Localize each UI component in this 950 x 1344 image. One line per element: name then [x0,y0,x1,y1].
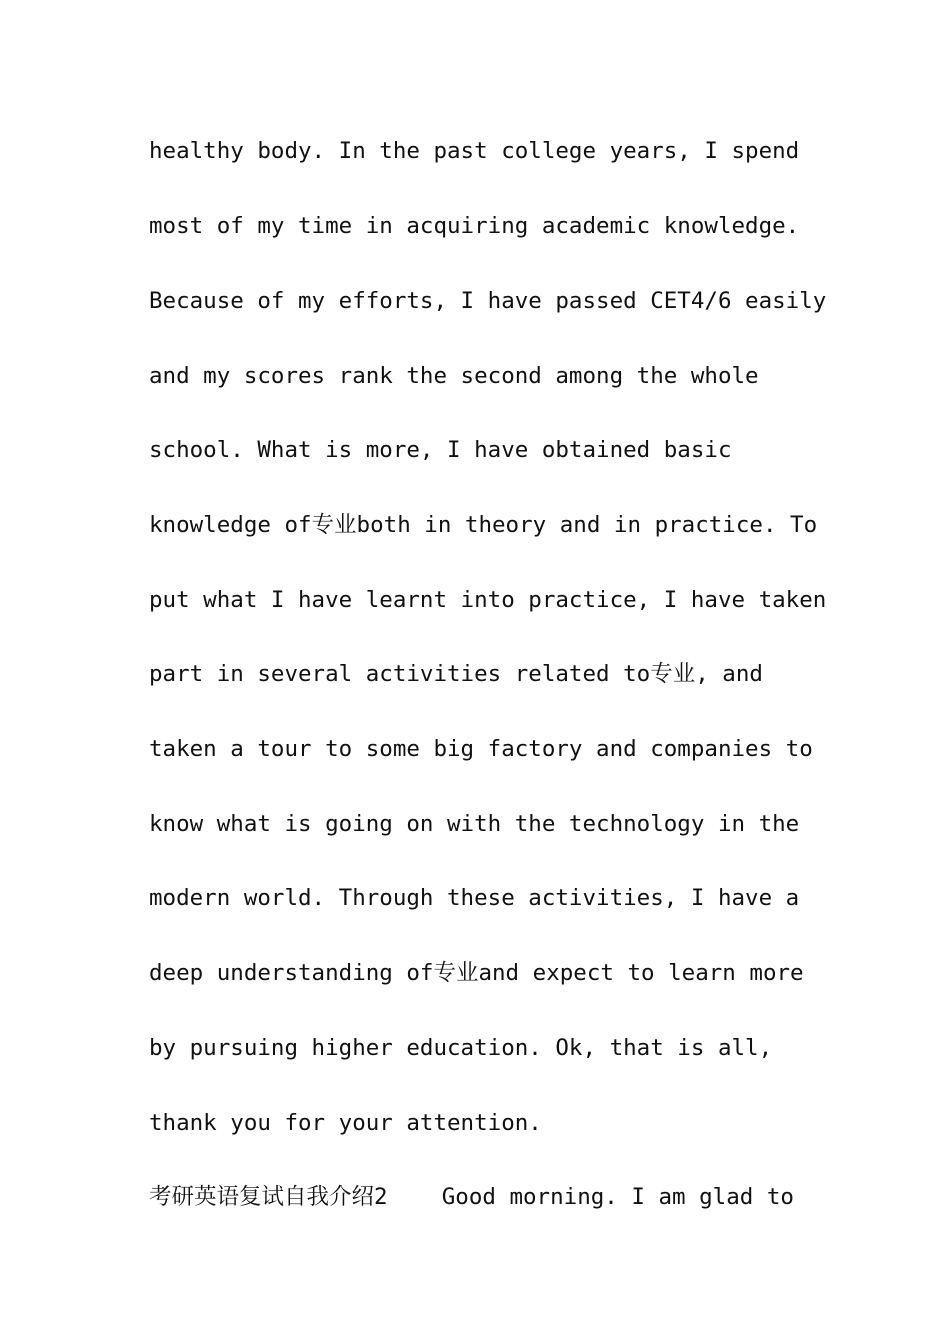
body-text-line: school. What is more, I have obtained basic [149,437,732,463]
body-text-line: know what is going on with the technology in the [149,811,800,837]
body-text-line: by pursuing higher education. Ok, that is all, [149,1035,773,1061]
body-text-line: deep understanding of专业and expect to learn more [149,960,804,986]
section-heading-line: 考研英语复试自我介绍2 Good morning. I am glad to [149,1184,794,1210]
body-text-line: taken a tour to some big factory and companies to [149,736,813,762]
body-text-line: part in several activities related to专业, and [149,661,763,687]
body-text-line: and my scores rank the second among the whole [149,363,759,389]
body-text-line: healthy body. In the past college years, I spend [149,138,800,164]
body-text-line: Because of my efforts, I have passed CET4/6 easily [149,288,827,314]
body-text-line: thank you for your attention. [149,1110,542,1136]
body-text-line: modern world. Through these activities, I have a [149,885,800,911]
body-text-line: knowledge of专业both in theory and in practice. To [149,512,818,538]
body-text-line: most of my time in acquiring academic knowledge. [149,213,800,239]
body-text-line: put what I have learnt into practice, I have taken [149,587,827,613]
